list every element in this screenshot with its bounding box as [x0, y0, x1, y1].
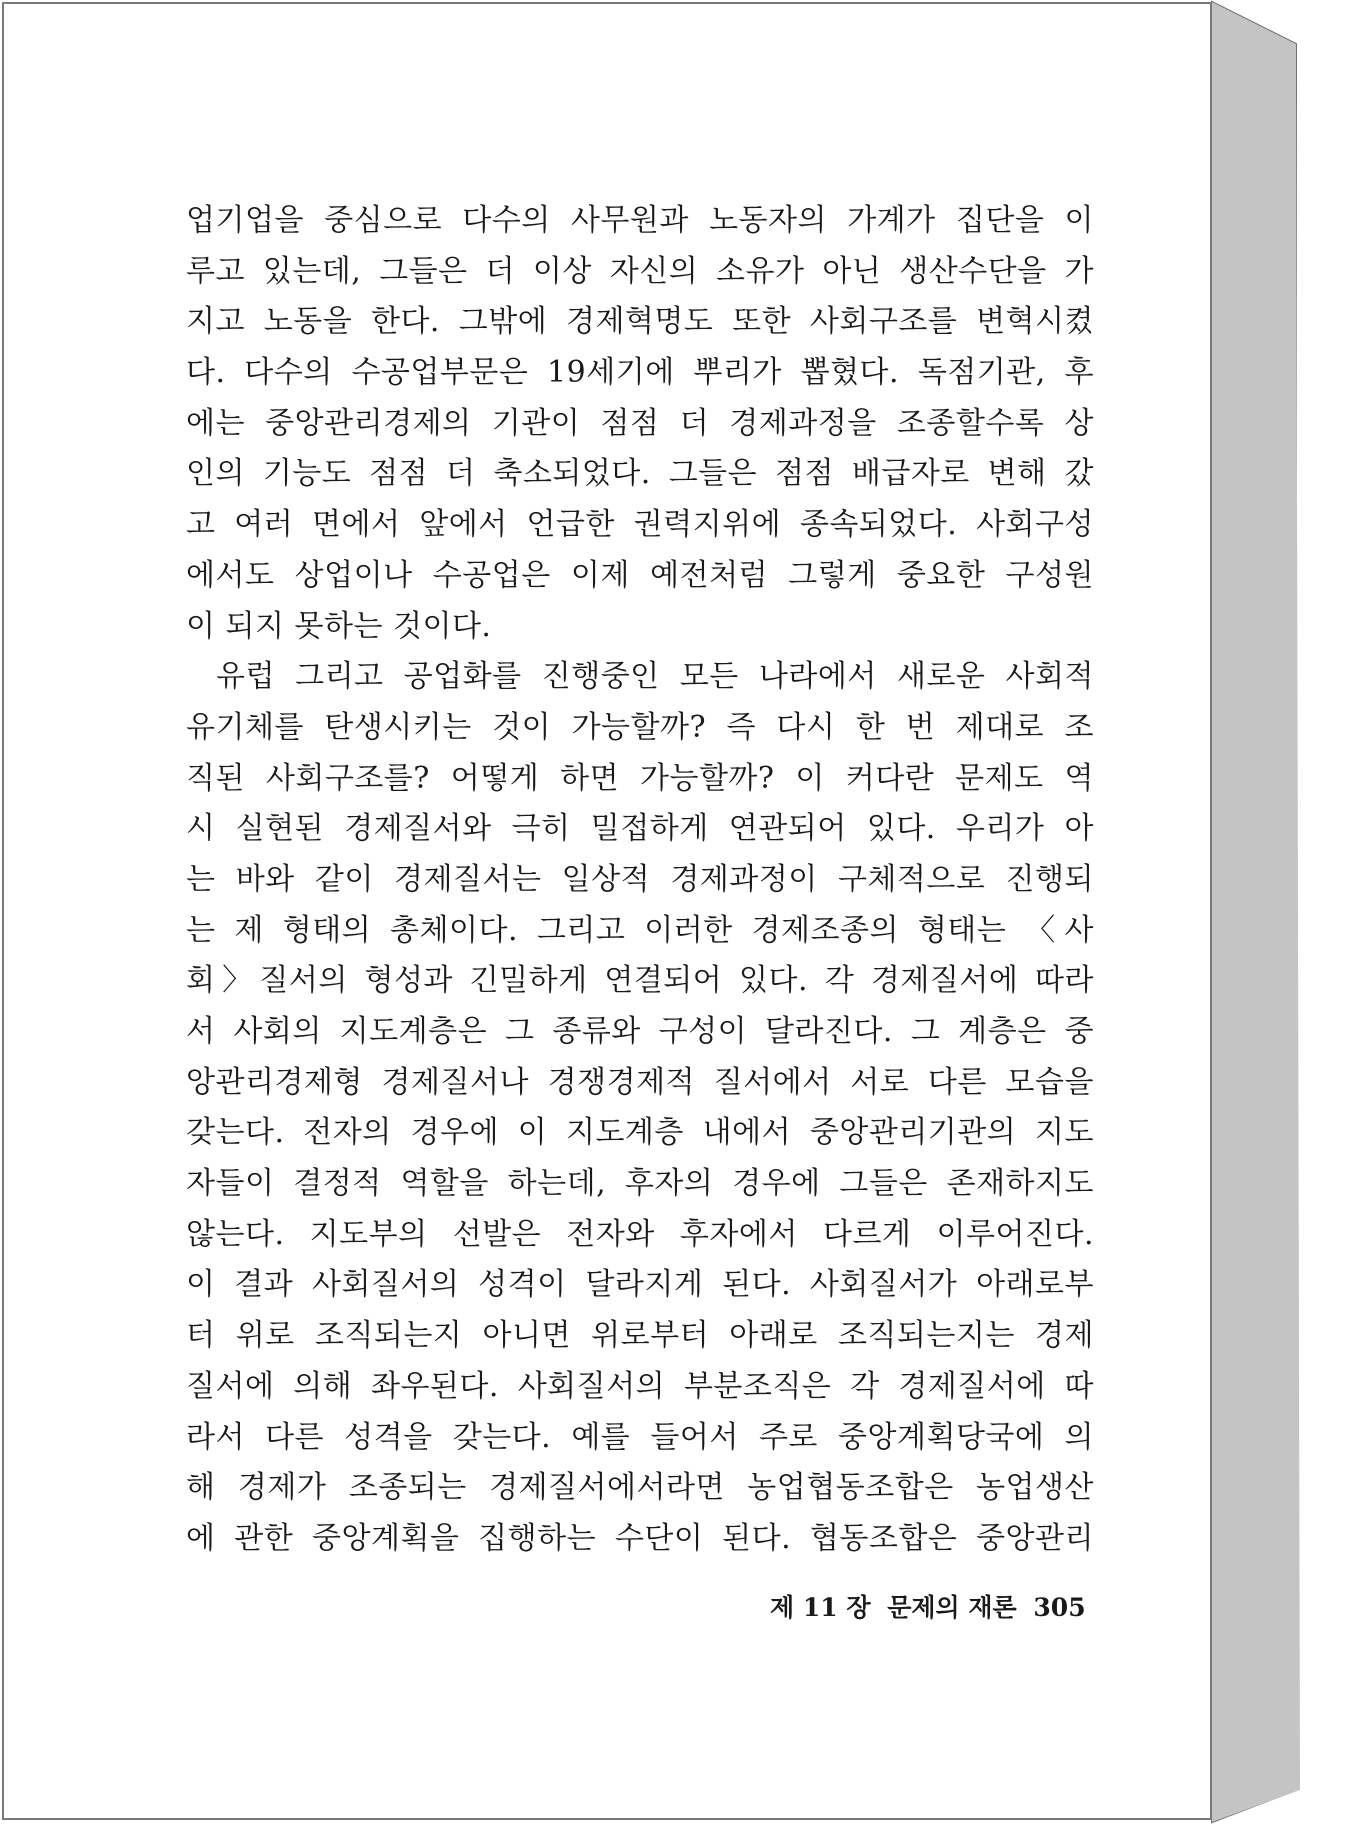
text-line: 는 바와 같이 경제질서는 일상적 경제과정이 구체적으로 진행되	[186, 861, 1094, 897]
text-line: 직된 사회구조를? 어떻게 하면 가능할까? 이 커다란 문제도 역	[186, 760, 1094, 796]
text-line: 갖는다. 전자의 경우에 이 지도계층 내에서 중앙관리기관의 지도	[186, 1115, 1094, 1151]
page-number: 305	[1033, 1593, 1086, 1622]
body-text	[186, 196, 1094, 1565]
text-line: 는 제 형태의 총체이다. 그리고 이러한 경제조종의 형태는 〈사	[186, 912, 1094, 948]
text-line: 이 결과 사회질서의 성격이 달라지게 된다. 사회질서가 아래로부	[186, 1267, 1094, 1303]
text-line: 다. 다수의 수공업부문은 19세기에 뿌리가 뽑혔다. 독점기관, 후	[186, 355, 1094, 391]
text-line: 질서에 의해 좌우된다. 사회질서의 부분조직은 각 경제질서에 따	[186, 1368, 1094, 1404]
text-line: 이 되지 못하는 것이다.	[186, 608, 492, 644]
text-line: 인의 기능도 점점 더 축소되었다. 그들은 점점 배급자로 변해 갔	[186, 456, 1094, 492]
text-line: 유기체를 탄생시키는 것이 가능할까? 즉 다시 한 번 제대로 조	[186, 709, 1094, 745]
text-line: 회〉질서의 형성과 긴밀하게 연결되어 있다. 각 경제질서에 따라	[186, 963, 1094, 999]
text-line: 서 사회의 지도계층은 그 종류와 구성이 달라진다. 그 계층은 중	[186, 1014, 1094, 1049]
running-footer	[770, 1588, 1094, 1624]
text-line: 해 경제가 조종되는 경제질서에서라면 농업협동조합은 농업생산	[186, 1470, 1094, 1506]
text-line: 터 위로 조직되는지 아니면 위로부터 아래로 조직되는지는 경제	[186, 1318, 1094, 1354]
text-line: 않는다. 지도부의 선발은 전자와 후자에서 다르게 이루어진다.	[186, 1216, 1094, 1252]
text-line: 앙관리경제형 경제질서나 경쟁경제적 질서에서 서로 다른 모습을	[186, 1064, 1094, 1100]
text-line: 업기업을 중심으로 다수의 사무원과 노동자의 가계가 집단을 이	[186, 203, 1094, 238]
footer-chapter: 제 11 장	[770, 1593, 871, 1622]
text-line: 에서도 상업이나 수공업은 이제 예전처럼 그렇게 중요한 구성원	[186, 557, 1094, 593]
text-line: 유럽 그리고 공업화를 진행중인 모든 나라에서 새로운 사회적	[216, 659, 1094, 695]
text-line: 에 관한 중앙계획을 집행하는 수단이 된다. 협동조합은 중앙관리	[186, 1520, 1094, 1556]
text-line: 라서 다른 성격을 갖는다. 예를 들어서 주로 중앙계획당국에 의	[186, 1419, 1094, 1455]
text-line: 자들이 결정적 역할을 하는데, 후자의 경우에 그들은 존재하지도	[186, 1166, 1094, 1202]
text-line: 시 실현된 경제질서와 극히 밀접하게 연관되어 있다. 우리가 아	[186, 811, 1094, 847]
text-line: 루고 있는데, 그들은 더 이상 자신의 소유가 아닌 생산수단을 가	[186, 253, 1094, 289]
text-line: 고 여러 면에서 앞에서 언급한 권력지위에 종속되었다. 사회구성	[186, 507, 1094, 543]
footer-chapter-title: 문제의 재론	[887, 1593, 1017, 1622]
text-line: 에는 중앙관리경제의 기관이 점점 더 경제과정을 조종할수록 상	[186, 405, 1094, 441]
text-line: 지고 노동을 한다. 그밖에 경제혁명도 또한 사회구조를 변혁시켰	[186, 304, 1094, 340]
